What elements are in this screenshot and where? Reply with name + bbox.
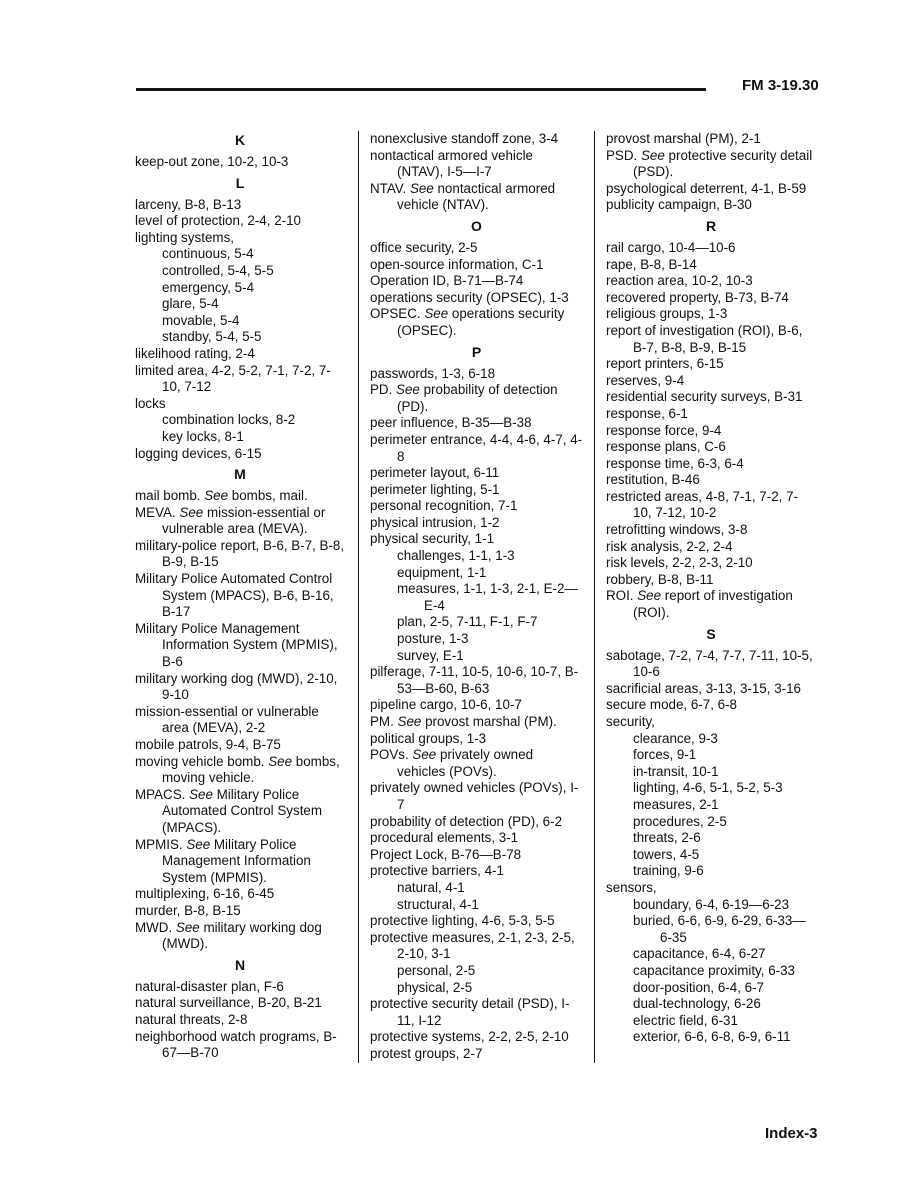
- see-reference: See: [412, 747, 437, 763]
- index-subentry: structural, 4-1: [397, 896, 479, 912]
- index-entry: locks: [135, 395, 166, 411]
- index-entry: [606, 148, 816, 181]
- index-entry: risk analysis, 2-2, 2-4: [606, 538, 733, 554]
- index-entry: passwords, 1-3, 6-18: [370, 365, 496, 381]
- entry-term: PM.: [370, 714, 398, 729]
- index-entry: response, 6-1: [606, 405, 688, 421]
- index-entry: level of protection, 2-4, 2-10: [135, 213, 301, 229]
- index-entry: mobile patrols, 9-4, B-75: [135, 737, 281, 752]
- see-target: mission-essential or vulnerable area (MEVA).: [162, 504, 330, 537]
- see-reference: See: [637, 588, 662, 604]
- index-entry: rail cargo, 10-4—10-6: [606, 239, 736, 255]
- index-subentry: dual-technology, 6-26: [633, 996, 761, 1012]
- entry-term: PSD.: [606, 147, 641, 163]
- index-subentry: continuous, 5-4: [162, 246, 254, 262]
- index-entry: privately owned vehicles (POVs), I-7: [370, 780, 579, 812]
- see-target: bombs, moving vehicle.: [162, 753, 344, 786]
- index-subentry: procedures, 2-5: [633, 813, 727, 829]
- index-subentry: buried, 6-6, 6-9, 6-29, 6-33—6-35: [633, 913, 806, 945]
- index-entry: report printers, 6-15: [606, 356, 724, 372]
- index-subentry: measures, 2-1: [633, 796, 719, 812]
- index-subentry: challenges, 1-1, 1-3: [397, 548, 515, 564]
- entry-term: mail bomb.: [135, 488, 205, 504]
- index-entry: reaction area, 10-2, 10-3: [606, 273, 753, 289]
- index-column-1: [135, 131, 345, 1062]
- index-entry: neighborhood watch programs, B-67—B-70: [135, 1028, 337, 1061]
- index-entry: restitution, B-46: [606, 472, 700, 488]
- index-entry: multiplexing, 6-16, 6-45: [135, 886, 275, 902]
- see-reference: See: [409, 180, 434, 196]
- index-entry: open-source information, C-1: [370, 256, 544, 272]
- index-entry: logging devices, 6-15: [135, 445, 262, 461]
- index-subentry: plan, 2-5, 7-11, F-1, F-7: [397, 614, 538, 630]
- index-entry: perimeter layout, 6-11: [370, 465, 500, 481]
- index-entry: operations security (OPSEC), 1-3: [370, 289, 569, 305]
- letter-heading: K: [234, 132, 246, 148]
- index-entry: response force, 9-4: [606, 422, 722, 438]
- index-entry: secure mode, 6-7, 6-8: [606, 697, 737, 713]
- see-target: operations security (OPSEC).: [397, 306, 568, 338]
- index-entry: physical intrusion, 1-2: [370, 514, 500, 530]
- index-subentry: survey, E-1: [397, 647, 464, 663]
- index-entry: retrofitting windows, 3-8: [606, 522, 748, 538]
- see-target: probability of detection (PD).: [397, 382, 562, 414]
- index-column-3: [606, 131, 816, 1046]
- index-subentry: lighting, 4-6, 5-1, 5-2, 5-3: [633, 780, 783, 796]
- index-entry: [370, 714, 583, 731]
- see-target: bombs, mail.: [228, 488, 308, 504]
- index-entry: protest groups, 2-7: [370, 1045, 483, 1061]
- index-entry: natural surveillance, B-20, B-21: [135, 995, 322, 1011]
- index-entry: Project Lock, B-76—B-78: [370, 846, 522, 862]
- index-entry: [135, 837, 345, 887]
- see-reference: See: [268, 753, 293, 769]
- index-entry: protective systems, 2-2, 2-5, 2-10: [370, 1029, 569, 1045]
- index-entry: keep-out zone, 10-2, 10-3: [135, 154, 289, 169]
- index-entry: [370, 747, 583, 780]
- index-entry: murder, B-8, B-15: [135, 902, 241, 918]
- letter-heading: N: [234, 956, 246, 973]
- index-entry: residential security surveys, B-31: [606, 389, 803, 405]
- index-subentry: electric field, 6-31: [633, 1012, 738, 1028]
- index-entry: perimeter lighting, 5-1: [370, 481, 500, 497]
- index-subentry: towers, 4-5: [633, 846, 700, 862]
- index-entry: limited area, 4-2, 5-2, 7-1, 7-2, 7-10, 7-12: [135, 362, 331, 395]
- index-entry: [135, 488, 345, 505]
- index-subentry: forces, 9-1: [633, 747, 697, 763]
- see-reference: See: [186, 836, 211, 852]
- see-reference: See: [396, 382, 420, 398]
- index-entry: military working dog (MWD), 2-10, 9-10: [135, 670, 338, 703]
- index-entry: perimeter entrance, 4-4, 4-6, 4-7, 4-8: [370, 431, 583, 464]
- index-entry: procedural elements, 3-1: [370, 830, 519, 846]
- entry-term: MPMIS.: [135, 836, 187, 852]
- index-entry: [135, 787, 345, 837]
- index-entry: likelihood rating, 2-4: [135, 345, 255, 361]
- index-entry: restricted areas, 4-8, 7-1, 7-2, 7-10, 7-12, 10-2: [606, 488, 799, 521]
- see-reference: See: [397, 714, 422, 729]
- see-reference: See: [640, 147, 665, 163]
- see-target: nontactical armored vehicle (NTAV).: [397, 180, 559, 213]
- header-rule: [136, 88, 706, 91]
- see-target: privately owned vehicles (POVs).: [397, 747, 537, 779]
- index-entry: sacrificial areas, 3-13, 3-15, 3-16: [606, 680, 802, 696]
- entry-term: PD.: [370, 382, 397, 398]
- see-target: provost marshal (PM).: [421, 714, 557, 729]
- entry-term: NTAV.: [370, 180, 410, 196]
- index-entry: protective measures, 2-1, 2-3, 2-5, 2-10, 3-1: [370, 929, 575, 962]
- entry-term: POVs.: [370, 747, 413, 763]
- letter-heading: P: [471, 343, 482, 360]
- index-entry: risk levels, 2-2, 2-3, 2-10: [606, 555, 753, 571]
- index-subentry: natural, 4-1: [397, 879, 465, 895]
- index-subentry: in-transit, 10-1: [633, 763, 719, 779]
- letter-heading: M: [234, 466, 246, 483]
- see-target: military working dog (MWD).: [162, 919, 326, 952]
- index-subentry: glare, 5-4: [162, 296, 219, 312]
- index-entry: reserves, 9-4: [606, 372, 685, 388]
- entry-term: MEVA.: [135, 504, 180, 520]
- index-subentry: equipment, 1-1: [397, 564, 487, 580]
- index-entry: protective barriers, 4-1: [370, 863, 504, 879]
- see-target: report of investigation (ROI).: [633, 588, 797, 621]
- index-entry: sabotage, 7-2, 7-4, 7-7, 7-11, 10-5, 10-6: [606, 647, 813, 680]
- page-number: Index-3: [765, 1125, 818, 1142]
- index-subentry: measures, 1-1, 1-3, 2-1, E-2—E-4: [397, 581, 578, 613]
- index-subentry: capacitance proximity, 6-33: [633, 962, 796, 978]
- index-entry: Military Police Automated Control System (MPACS), B-6, B-16, B-17: [135, 571, 334, 620]
- see-target: protective security detail (PSD).: [633, 147, 816, 180]
- index-column-2: [370, 131, 583, 1062]
- entry-term: ROI.: [606, 588, 638, 604]
- index-subentry: posture, 1-3: [397, 631, 469, 647]
- index-entry: Military Police Management Information System (MPMIS), B-6: [135, 620, 338, 670]
- index-entry: Operation ID, B-71—B-74: [370, 273, 524, 289]
- index-entry: lighting systems,: [135, 229, 234, 245]
- index-entry: probability of detection (PD), 6-2: [370, 813, 563, 829]
- index-subentry: controlled, 5-4, 5-5: [162, 262, 274, 278]
- document-id: FM 3-19.30: [742, 77, 819, 94]
- index-entry: recovered property, B-73, B-74: [606, 289, 789, 305]
- letter-heading: O: [471, 217, 482, 234]
- entry-term: MWD.: [135, 919, 176, 935]
- index-entry: mission-essential or vulnerable area (MEVA), 2-2: [135, 703, 319, 736]
- see-reference: See: [175, 919, 200, 935]
- index-entry: psychological deterrent, 4-1, B-59: [606, 180, 807, 196]
- see-reference: See: [424, 306, 449, 322]
- index-entry: robbery, B-8, B-11: [606, 571, 714, 587]
- index-entry: security,: [606, 714, 655, 729]
- index-entry: personal recognition, 7-1: [370, 498, 518, 514]
- letter-heading: S: [706, 625, 716, 642]
- see-reference: See: [204, 488, 229, 504]
- index-subentry: key locks, 8-1: [162, 428, 244, 444]
- index-entry: peer influence, B-35—B-38: [370, 415, 532, 431]
- index-entry: rape, B-8, B-14: [606, 256, 697, 272]
- index-entry: office security, 2-5: [370, 239, 478, 255]
- index-subentry: standby, 5-4, 5-5: [162, 329, 262, 345]
- index-entry: military-police report, B-6, B-7, B-8, B-9, B-15: [135, 537, 345, 570]
- index-entry: publicity campaign, B-30: [606, 197, 752, 213]
- index-entry: [606, 588, 816, 621]
- column-divider: [358, 131, 359, 1063]
- index-entry: nonexclusive standoff zone, 3-4: [370, 131, 559, 146]
- index-entry: [370, 181, 583, 214]
- index-subentry: training, 9-6: [633, 863, 704, 879]
- entry-term: moving vehicle bomb.: [135, 753, 269, 769]
- index-subentry: door-position, 6-4, 6-7: [633, 979, 765, 995]
- index-entry: larceny, B-8, B-13: [135, 196, 242, 212]
- index-entry: political groups, 1-3: [370, 730, 487, 746]
- index-subentry: physical, 2-5: [397, 979, 473, 995]
- index-entry: protective lighting, 4-6, 5-3, 5-5: [370, 913, 555, 929]
- see-reference: See: [189, 786, 213, 802]
- index-subentry: movable, 5-4: [162, 312, 240, 328]
- entry-term: OPSEC.: [370, 306, 425, 322]
- index-entry: [135, 754, 345, 787]
- index-entry: [370, 382, 583, 415]
- column-divider: [594, 131, 595, 1063]
- index-subentry: combination locks, 8-2: [162, 412, 296, 428]
- index-subentry: clearance, 9-3: [633, 730, 718, 746]
- see-target: Military Police Automated Control System (MPACS).: [162, 786, 326, 835]
- index-entry: pipeline cargo, 10-6, 10-7: [370, 697, 522, 713]
- letter-heading: R: [705, 217, 717, 234]
- index-entry: protective security detail (PSD), I-11, I-12: [370, 996, 570, 1028]
- index-subentry: exterior, 6-6, 6-8, 6-9, 6-11: [633, 1029, 791, 1045]
- index-entry: sensors,: [606, 879, 657, 895]
- index-subentry: emergency, 5-4: [162, 279, 255, 295]
- index-entry: natural-disaster plan, F-6: [135, 978, 284, 994]
- index-entry: response time, 6-3, 6-4: [606, 455, 744, 471]
- index-subentry: personal, 2-5: [397, 962, 476, 978]
- entry-term: MPACS.: [135, 786, 190, 802]
- see-reference: See: [179, 504, 204, 520]
- index-entry: pilferage, 7-11, 10-5, 10-6, 10-7, B-53—B-60, B-63: [370, 664, 579, 696]
- index-entry: natural threats, 2-8: [135, 1011, 248, 1027]
- index-subentry: boundary, 6-4, 6-19—6-23: [633, 896, 790, 912]
- index-subentry: threats, 2-6: [633, 830, 701, 846]
- see-target: Military Police Management Information System (MPMIS).: [162, 836, 315, 885]
- index-entry: [135, 920, 345, 953]
- index-entry: physical security, 1-1: [370, 531, 495, 547]
- index-entry: nontactical armored vehicle (NTAV), I-5—I-7: [370, 147, 534, 180]
- index-entry: religious groups, 1-3: [606, 306, 728, 322]
- index-subentry: capacitance, 6-4, 6-27: [633, 946, 766, 962]
- index-entry: report of investigation (ROI), B-6, B-7, B-8, B-9, B-15: [606, 322, 803, 355]
- index-entry: response plans, C-6: [606, 439, 726, 455]
- letter-heading: L: [235, 174, 245, 191]
- index-entry: provost marshal (PM), 2-1: [606, 131, 761, 146]
- index-entry: [135, 505, 345, 538]
- index-entry: [370, 306, 583, 339]
